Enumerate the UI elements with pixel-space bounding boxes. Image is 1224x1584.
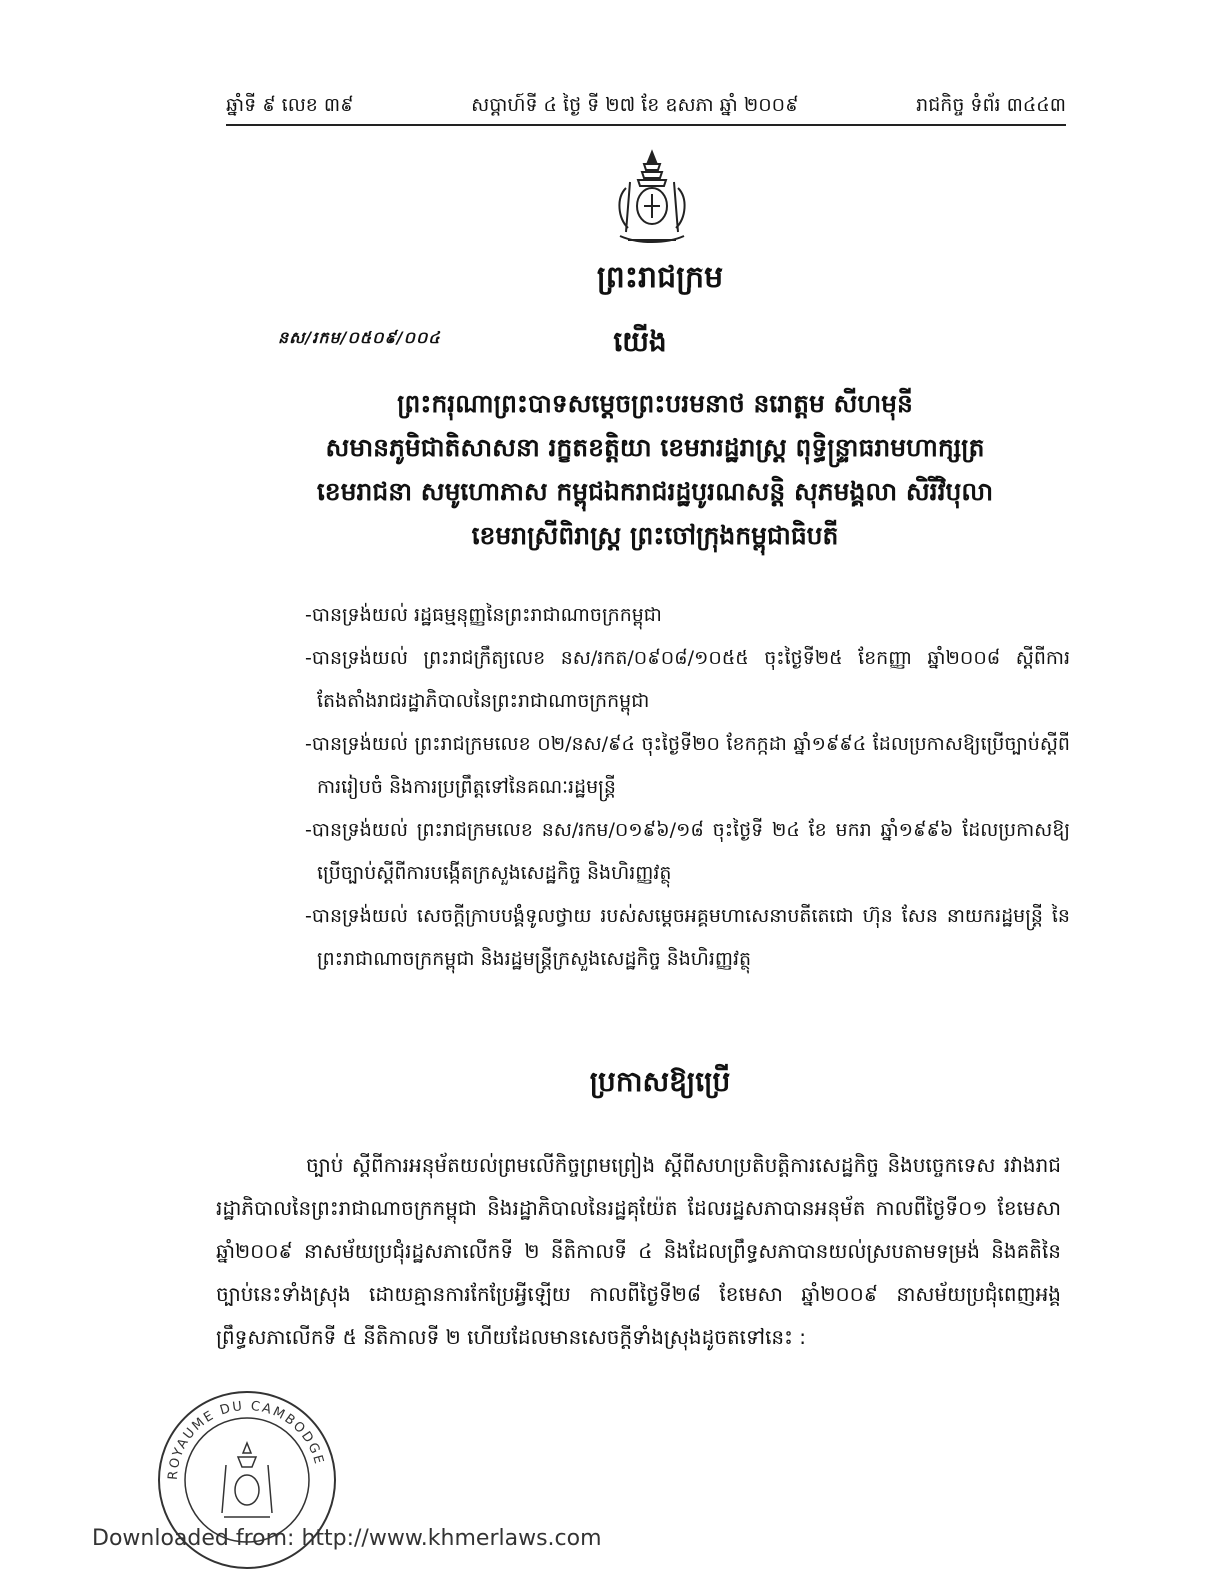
royal-coat-of-arms-icon (608, 148, 696, 248)
reference-number: នស/រកម/០៥០៩/០០៤ (278, 328, 441, 347)
page-title: ព្រះរាជក្រម (596, 260, 724, 295)
gazette-header (226, 90, 1066, 126)
gazette-page-number: រាជកិច្ច ទំព័រ ៣៤៤៣ (916, 94, 1066, 116)
gazette-date: សប្តាហ៍ទី ៤ ថ្ងៃ ទី ២៧ ខែ ឧសភា ឆ្នាំ ២០០៩ (471, 94, 799, 116)
list-item: -បានទ្រង់យល់ រដ្ឋធម្មនុញ្ញនៃព្រះរាជាណាចក្រកម្ពុជា (305, 604, 662, 626)
royal-title-line: ខេមរាជនា សមូហោភាស កម្ពុជឯករាជរដ្ឋបូរណសន្តិ សុភមង្គលា សិរីវិបុលា (316, 477, 994, 506)
body-paragraph: ច្បាប់ ស្តីពីការអនុម័តយល់ព្រមលើកិច្ចព្រមព្រៀង ស្តីពីសហប្រតិបត្តិការសេដ្ឋកិច្ច និងបច្ចេកទេស រវាងរាជរដ្ឋាភិបាលនៃព្រះរាជាណាចក្រកម្ពុជា និងរដ្ឋាភិបាលនៃរដ្ឋគុយ៉ែត ដែលរដ្ឋសភាបានអនុម័ត កាលពីថ្ងៃទី០១ ខែមេសា ឆ្នាំ២០០៩ នាសម័យប្រជុំរដ្ឋសភាលើកទី ២ នីតិកាលទី ៤ និងដែលព្រឹទ្ធសភាបានយល់ស្របតាមទម្រង់ និងគតិនៃច្បាប់នេះទាំងស្រុង ដោយគ្មានការកែប្រែអ្វីឡើយ កាលពីថ្ងៃទី២៨ ខែមេសា ឆ្នាំ២០០៩ នាសម័យប្រជុំពេញអង្គព្រឹទ្ធសភាលើកទី ៥ នីតិកាលទី ២ ហើយដែលមានសេចក្តីទាំងស្រុងដូចតទៅនេះ : (216, 1153, 1061, 1349)
royal-title-line: ព្រះករុណាព្រះបាទសម្តេចព្រះបរមនាថ នរោត្តម សីហមុនី (397, 389, 913, 418)
footer-source: Downloaded from: http://www.khmerlaws.com (92, 1526, 602, 1551)
considerations-list (305, 594, 1070, 981)
list-item: -បានទ្រង់យល់ សេចក្តីក្រាបបង្គំទូលថ្វាយ របស់សម្តេចអគ្គមហាសេនាបតីតេជោ ហ៊ុន សែន នាយករដ្ឋមន្ត្រី នៃព្រះរាជាណាចក្រកម្ពុជា និងរដ្ឋមន្ត្រីក្រសួងសេដ្ឋកិច្ច និងហិរញ្ញវត្ថុ (305, 905, 1070, 970)
we-heading: យើង (613, 325, 667, 358)
royal-title-line: សមានភូមិជាតិសាសនា រក្ខតខត្តិយា ខេមរារដ្ឋរាស្ត្រ ពុទ្ធិន្ទ្រាធរាមហាក្សត្រ (325, 433, 985, 462)
royal-title-line: ខេមរាស្រីពិរាស្ត្រ ព្រះចៅក្រុងកម្ពុជាធិបតី (471, 521, 839, 550)
list-item: -បានទ្រង់យល់ ព្រះរាជក្រឹត្យលេខ នស/រកត/០៩០៨/១០៥៥ ចុះថ្ងៃទី២៥ ខែកញ្ញា ឆ្នាំ២០០៨ ស្តីពីការតែងតាំងរាជរដ្ឋាភិបាលនៃព្រះរាជាណាចក្រកម្ពុជា (305, 647, 1070, 712)
list-item: -បានទ្រង់យល់ ព្រះរាជក្រមលេខ នស/រកម/០១៩៦/១៨ ចុះថ្ងៃទី ២៤ ខែ មករា ឆ្នាំ១៩៩៦ ដែលប្រកាសឱ្យប្រើច្បាប់ស្តីពីការបង្កើតក្រសួងសេដ្ឋកិច្ច និងហិរញ្ញវត្ថុ (305, 819, 1070, 884)
year-issue: ឆ្នាំទី ៩ លេខ ៣៩ (226, 94, 354, 116)
seal-text: ROYAUME DU CAMBODGE (165, 1398, 327, 1481)
promulgate-heading: ប្រកាសឱ្យប្រើ (589, 1065, 731, 1098)
list-item: -បានទ្រង់យល់ ព្រះរាជក្រមលេខ ០២/នស/៩៤ ចុះថ្ងៃទី២០ ខែកក្កដា ឆ្នាំ១៩៩៤ ដែលប្រកាសឱ្យប្រើច្បាប់ស្តីពីការរៀបចំ និងការប្រព្រឹត្តទៅនៃគណៈរដ្ឋមន្ត្រី (305, 733, 1070, 798)
royal-title (240, 382, 1070, 558)
